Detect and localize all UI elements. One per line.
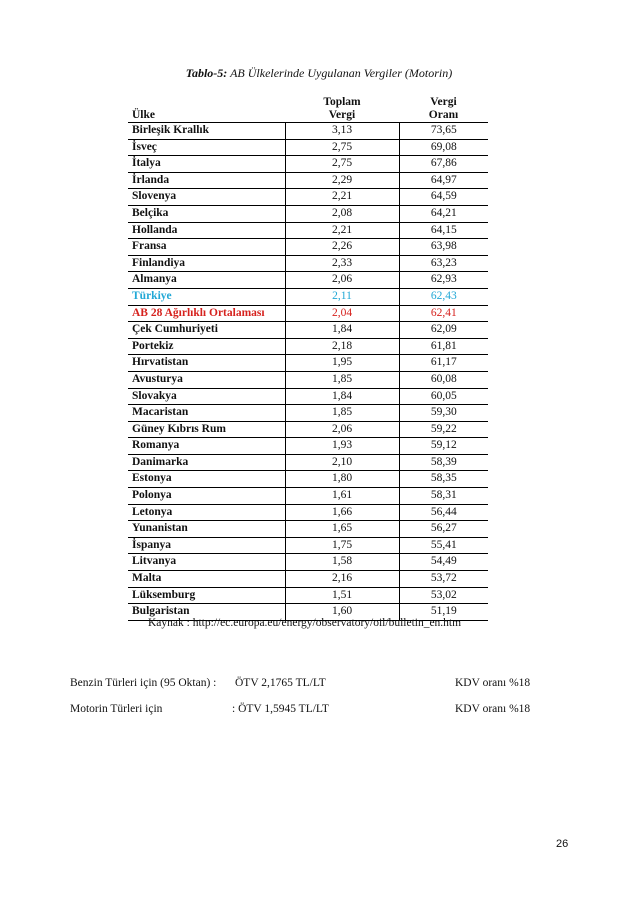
cell-tax-rate: 59,22 (399, 421, 488, 438)
cell-total-tax: 2,08 (285, 205, 399, 222)
cell-total-tax: 2,04 (285, 305, 399, 322)
cell-total-tax: 1,84 (285, 388, 399, 405)
cell-country: Hırvatistan (128, 355, 285, 372)
cell-country: Danimarka (128, 454, 285, 471)
cell-tax-rate: 62,09 (399, 322, 488, 339)
cell-tax-rate: 60,08 (399, 371, 488, 388)
cell-country: Çek Cumhuriyeti (128, 322, 285, 339)
cell-country: Güney Kıbrıs Rum (128, 421, 285, 438)
cell-country: Birleşik Krallık (128, 123, 285, 140)
cell-country: Malta (128, 571, 285, 588)
cell-country: Almanya (128, 272, 285, 289)
table-row (128, 571, 488, 588)
cell-country: İsveç (128, 139, 285, 156)
cell-tax-rate: 55,41 (399, 537, 488, 554)
cell-tax-rate: 64,21 (399, 205, 488, 222)
table-caption (0, 66, 638, 81)
cell-tax-rate: 53,02 (399, 587, 488, 604)
cell-total-tax: 1,84 (285, 322, 399, 339)
cell-total-tax: 1,75 (285, 537, 399, 554)
cell-total-tax: 1,85 (285, 371, 399, 388)
cell-country: Avusturya (128, 371, 285, 388)
table-header-row (128, 88, 488, 123)
header-total-line1: Toplam (323, 96, 361, 108)
note-gasoline-kdv: KDV oranı %18 (455, 677, 531, 689)
cell-country: Macaristan (128, 405, 285, 422)
table-row (128, 156, 488, 173)
table-row (128, 189, 488, 206)
cell-total-tax: 1,58 (285, 554, 399, 571)
cell-country: Türkiye (128, 288, 285, 305)
cell-country: Letonya (128, 504, 285, 521)
note-diesel-value: : ÖTV 1,5945 TL/LT (232, 703, 329, 715)
cell-country: Finlandiya (128, 255, 285, 272)
cell-tax-rate: 64,15 (399, 222, 488, 239)
cell-total-tax: 2,11 (285, 288, 399, 305)
cell-country: Litvanya (128, 554, 285, 571)
cell-tax-rate: 58,39 (399, 454, 488, 471)
cell-country: Hollanda (128, 222, 285, 239)
tax-table (128, 88, 488, 621)
cell-total-tax: 1,66 (285, 504, 399, 521)
cell-tax-rate: 64,97 (399, 172, 488, 189)
table-row (128, 322, 488, 339)
table-row (128, 172, 488, 189)
table-row (128, 438, 488, 455)
table-row (128, 521, 488, 538)
cell-total-tax: 2,10 (285, 454, 399, 471)
cell-total-tax: 2,21 (285, 222, 399, 239)
cell-total-tax: 2,26 (285, 239, 399, 256)
cell-total-tax: 1,93 (285, 438, 399, 455)
cell-country: Portekiz (128, 338, 285, 355)
table-row (128, 255, 488, 272)
cell-tax-rate: 62,43 (399, 288, 488, 305)
cell-tax-rate: 67,86 (399, 156, 488, 173)
table-row (128, 388, 488, 405)
table-row (128, 338, 488, 355)
cell-tax-rate: 62,93 (399, 272, 488, 289)
table-row (128, 537, 488, 554)
cell-total-tax: 3,13 (285, 123, 399, 140)
cell-total-tax: 2,06 (285, 272, 399, 289)
cell-tax-rate: 62,41 (399, 305, 488, 322)
cell-total-tax: 2,29 (285, 172, 399, 189)
cell-tax-rate: 60,05 (399, 388, 488, 405)
table-row (128, 371, 488, 388)
table-row (128, 272, 488, 289)
cell-tax-rate: 51,19 (399, 604, 488, 621)
cell-total-tax: 1,95 (285, 355, 399, 372)
note-diesel-label: Motorin Türleri için (70, 703, 163, 715)
header-country: Ülke (128, 88, 285, 123)
table-row (128, 587, 488, 604)
cell-total-tax: 1,60 (285, 604, 399, 621)
page-number: 26 (556, 838, 569, 850)
table-body (128, 123, 488, 621)
cell-total-tax: 2,18 (285, 338, 399, 355)
cell-country: İspanya (128, 537, 285, 554)
cell-total-tax: 1,65 (285, 521, 399, 538)
cell-tax-rate: 56,44 (399, 504, 488, 521)
cell-tax-rate: 59,12 (399, 438, 488, 455)
table-row (128, 554, 488, 571)
cell-total-tax: 1,51 (285, 587, 399, 604)
cell-tax-rate: 56,27 (399, 521, 488, 538)
header-rate-line2: Oranı (428, 109, 459, 121)
cell-total-tax: 2,75 (285, 139, 399, 156)
cell-country: İrlanda (128, 172, 285, 189)
note-diesel-kdv: KDV oranı %18 (455, 703, 531, 715)
header-total-tax (285, 88, 399, 123)
cell-country: Polonya (128, 488, 285, 505)
table-row (128, 123, 488, 140)
cell-tax-rate: 54,49 (399, 554, 488, 571)
caption-text: AB Ülkelerinde Uygulanan Vergiler (Motorin) (227, 66, 453, 80)
cell-country: Yunanistan (128, 521, 285, 538)
cell-country: Slovakya (128, 388, 285, 405)
cell-total-tax: 2,33 (285, 255, 399, 272)
cell-total-tax: 2,21 (285, 189, 399, 206)
cell-country: Slovenya (128, 189, 285, 206)
cell-tax-rate: 73,65 (399, 123, 488, 140)
header-rate-line1: Vergi (430, 96, 457, 108)
table-row (128, 504, 488, 521)
cell-country: AB 28 Ağırlıklı Ortalaması (128, 305, 285, 322)
note-gasoline-value: ÖTV 2,1765 TL/LT (235, 677, 326, 689)
caption-prefix: Tablo-5: (185, 66, 228, 80)
cell-total-tax: 2,75 (285, 156, 399, 173)
cell-total-tax: 2,16 (285, 571, 399, 588)
table-row (128, 355, 488, 372)
cell-country: İtalya (128, 156, 285, 173)
cell-tax-rate: 58,35 (399, 471, 488, 488)
cell-country: Romanya (128, 438, 285, 455)
table-row (128, 305, 488, 322)
source-note: Kaynak : http://ec.europa.eu/energy/observatory/oil/bulletin_en.htm (148, 617, 462, 629)
cell-tax-rate: 58,31 (399, 488, 488, 505)
cell-total-tax: 1,61 (285, 488, 399, 505)
table-row (128, 421, 488, 438)
table-row (128, 222, 488, 239)
table-row (128, 454, 488, 471)
table-row (128, 239, 488, 256)
table-row (128, 139, 488, 156)
cell-tax-rate: 63,23 (399, 255, 488, 272)
cell-total-tax: 2,06 (285, 421, 399, 438)
cell-tax-rate: 63,98 (399, 239, 488, 256)
cell-tax-rate: 69,08 (399, 139, 488, 156)
cell-tax-rate: 59,30 (399, 405, 488, 422)
cell-country: Belçika (128, 205, 285, 222)
table-row (128, 288, 488, 305)
table-row (128, 405, 488, 422)
cell-tax-rate: 64,59 (399, 189, 488, 206)
cell-total-tax: 1,85 (285, 405, 399, 422)
cell-tax-rate: 61,81 (399, 338, 488, 355)
cell-tax-rate: 53,72 (399, 571, 488, 588)
table-row (128, 488, 488, 505)
header-total-line2: Vergi (328, 109, 356, 121)
table-row (128, 205, 488, 222)
cell-country: Lüksemburg (128, 587, 285, 604)
cell-tax-rate: 61,17 (399, 355, 488, 372)
header-tax-rate (399, 88, 488, 123)
cell-country: Bulgaristan (128, 604, 285, 621)
cell-country: Fransa (128, 239, 285, 256)
table-row (128, 471, 488, 488)
note-gasoline-label: Benzin Türleri için (95 Oktan) : (70, 677, 217, 689)
cell-country: Estonya (128, 471, 285, 488)
cell-total-tax: 1,80 (285, 471, 399, 488)
